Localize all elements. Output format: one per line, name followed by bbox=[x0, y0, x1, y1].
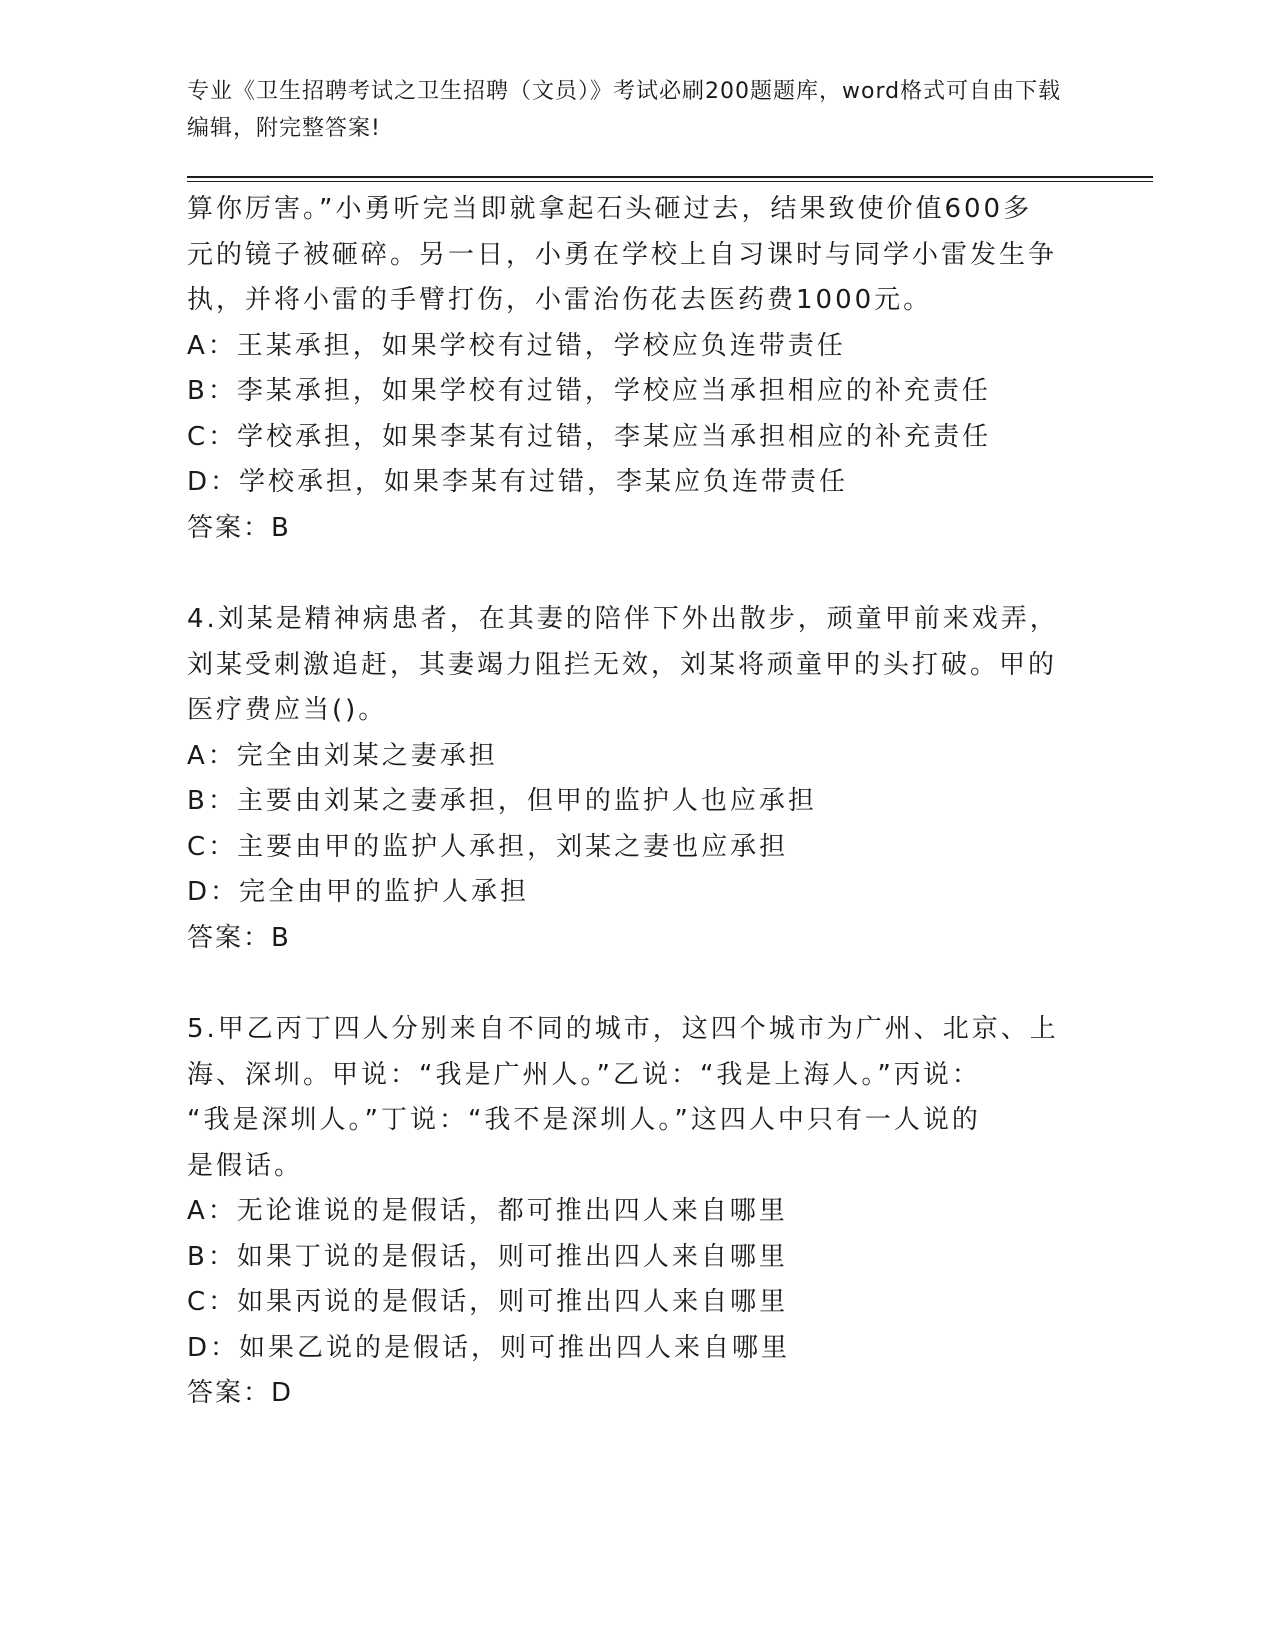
question-text-line: 医疗费应当()。 bbox=[187, 695, 388, 725]
option-b: B：如果丁说的是假话，则可推出四人来自哪里 bbox=[187, 1241, 788, 1272]
question-text-line: 是假话。 bbox=[187, 1150, 304, 1181]
question-text-line: 算你厉害。”小勇听完当即就拿起石头砸过去，结果致使价值600多 bbox=[187, 194, 1033, 224]
option-d: D：学校承担，如果李某有过错，李某应负连带责任 bbox=[187, 467, 849, 497]
answer-line: 答案：B bbox=[187, 512, 291, 543]
question-text-line: 海、深圳。甲说：“我是广州人。”乙说：“我是上海人。”丙说： bbox=[187, 1059, 981, 1090]
option-b: B：李某承担，如果学校有过错，学校应当承担相应的补充责任 bbox=[187, 376, 991, 406]
question-4 bbox=[187, 597, 1067, 961]
document-body bbox=[187, 187, 1067, 1417]
answer-line: 答案：D bbox=[187, 1378, 294, 1408]
question-text-line: “我是深圳人。”丁说：“我不是深圳人。”这四人中只有一人说的 bbox=[187, 1105, 981, 1135]
option-a: A：无论谁说的是假话，都可推出四人来自哪里 bbox=[187, 1196, 788, 1226]
option-a: A：王某承担，如果学校有过错，学校应负连带责任 bbox=[187, 330, 846, 361]
option-b: B：主要由刘某之妻承担，但甲的监护人也应承担 bbox=[187, 786, 817, 816]
option-c: C：如果丙说的是假话，则可推出四人来自哪里 bbox=[187, 1287, 789, 1317]
question-3 bbox=[187, 187, 1067, 551]
page-header bbox=[187, 73, 1067, 147]
header-divider bbox=[187, 176, 1153, 182]
answer-line: 答案：B bbox=[187, 922, 291, 953]
question-text-line: 刘某受刺激追赶，其妻竭力阻拦无效，刘某将顽童甲的头打破。甲的 bbox=[187, 649, 1058, 680]
spacer bbox=[187, 551, 1067, 597]
question-5 bbox=[187, 1007, 1067, 1417]
question-text-line: 元的镜子被砸碎。另一日，小勇在学校上自习课时与同学小雷发生争 bbox=[187, 239, 1058, 270]
question-text-line: 5.甲乙丙丁四人分别来自不同的城市，这四个城市为广州、北京、上 bbox=[187, 1014, 1059, 1044]
option-a: A：完全由刘某之妻承担 bbox=[187, 740, 498, 771]
option-c: C：主要由甲的监护人承担，刘某之妻也应承担 bbox=[187, 831, 789, 862]
question-text-line: 执，并将小雷的手臂打伤，小雷治伤花去医药费1000元。 bbox=[187, 285, 933, 315]
header-title: 专业《卫生招聘考试之卫生招聘（文员）》考试必刷200题题库，word格式可自由下载编辑，附完整答案! bbox=[187, 79, 1062, 141]
question-text-line: 4.刘某是精神病患者，在其妻的陪伴下外出散步，顽童甲前来戏弄， bbox=[187, 604, 1059, 634]
option-d: D：如果乙说的是假话，则可推出四人来自哪里 bbox=[187, 1332, 791, 1363]
option-d: D：完全由甲的监护人承担 bbox=[187, 877, 530, 907]
spacer bbox=[187, 961, 1067, 1007]
option-c: C：学校承担，如果李某有过错，李某应当承担相应的补充责任 bbox=[187, 421, 992, 452]
